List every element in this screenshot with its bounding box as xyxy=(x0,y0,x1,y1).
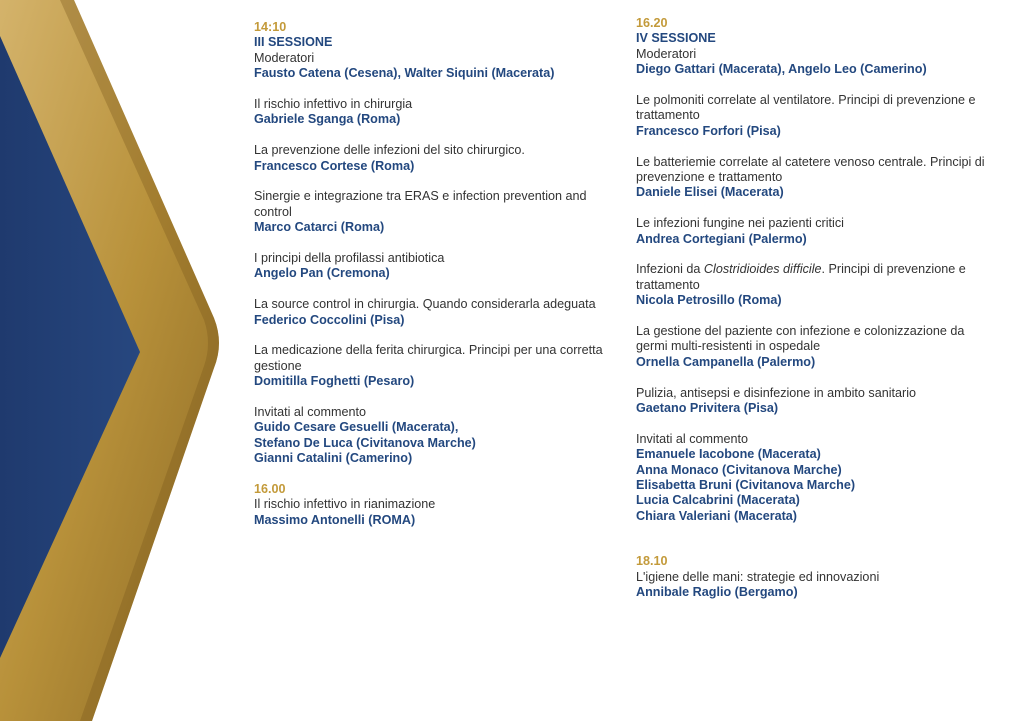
talk-item xyxy=(636,93,996,139)
talk-speaker: Francesco Cortese (Roma) xyxy=(254,158,415,173)
talk-time: 18.10 xyxy=(636,554,668,569)
session-header xyxy=(254,20,614,82)
right-column xyxy=(636,16,996,601)
talk-item xyxy=(636,386,996,417)
invited-name: Gianni Catalini (Camerino) xyxy=(254,451,413,466)
invited-name: Emanuele Iacobone (Macerata) xyxy=(636,447,821,462)
invited-name: Elisabetta Bruni (Civitanova Marche) xyxy=(636,478,856,493)
invited-name: Stefano De Luca (Civitanova Marche) xyxy=(254,435,476,450)
session-time: 14:10 xyxy=(254,20,287,34)
moderators-label: Moderatori xyxy=(636,46,697,61)
talk-title: Le polmoniti correlate al ventilatore. Principi di prevenzione e trattamento xyxy=(636,93,976,123)
talk-speaker: Gaetano Privitera (Pisa) xyxy=(636,401,779,416)
moderators-names: Fausto Catena (Cesena), Walter Siquini (Macerata) xyxy=(254,66,555,81)
invited-label: Invitati al commento xyxy=(254,405,366,420)
talk-time: 16.00 xyxy=(254,482,286,497)
talk-speaker: Federico Coccolini (Pisa) xyxy=(254,312,405,327)
talk-item xyxy=(636,554,996,600)
talk-speaker: Massimo Antonelli (ROMA) xyxy=(254,512,416,527)
talk-item xyxy=(254,297,614,328)
talk-title: La source control in chirurgia. Quando considerarla adeguata xyxy=(254,297,596,312)
session-title: III SESSIONE xyxy=(254,35,333,50)
talk-item xyxy=(254,343,614,389)
invited-name: Lucia Calcabrini (Macerata) xyxy=(636,493,800,508)
talk-title: Pulizia, antisepsi e disinfezione in ambito sanitario xyxy=(636,385,917,400)
session-title: IV SESSIONE xyxy=(636,31,716,46)
talk-speaker: Andrea Cortegiani (Palermo) xyxy=(636,231,807,246)
talk-title: Le batteriemie correlate al catetere venoso centrale. Principi di prevenzione e trattamento xyxy=(636,154,985,185)
talk-title xyxy=(636,262,996,293)
talk-speaker: Marco Catarci (Roma) xyxy=(254,220,385,235)
talk-speaker: Annibale Raglio (Bergamo) xyxy=(636,585,798,600)
moderators-label: Moderatori xyxy=(254,50,315,65)
invited-block xyxy=(636,432,996,524)
talk-speaker: Ornella Campanella (Palermo) xyxy=(636,354,816,369)
talk-title: Le infezioni fungine nei pazienti critici xyxy=(636,216,844,231)
invited-name: Anna Monaco (Civitanova Marche) xyxy=(636,462,842,477)
invited-name: Chiara Valeriani (Macerata) xyxy=(636,508,797,523)
talk-title: La medicazione della ferita chirurgica. Principi per una corretta gestione xyxy=(254,343,603,373)
moderators-names: Diego Gattari (Macerata), Angelo Leo (Camerino) xyxy=(636,62,927,77)
talk-item xyxy=(254,143,614,174)
talk-item xyxy=(636,216,996,247)
decorative-chevron-band xyxy=(0,0,240,721)
invited-name: Guido Cesare Gesuelli (Macerata), xyxy=(254,420,459,435)
talk-title: I principi della profilassi antibiotica xyxy=(254,251,445,266)
talk-speaker: Francesco Forfori (Pisa) xyxy=(636,123,781,138)
talk-title: Sinergie e integrazione tra ERAS e infection prevention and control xyxy=(254,189,587,219)
talk-title: Il rischio infettivo in chirurgia xyxy=(254,97,413,112)
talk-item xyxy=(254,482,614,528)
talk-title-pre: Infezioni da xyxy=(636,262,704,277)
talk-title: La gestione del paziente con infezione e colonizzazione da germi multi-resistenti in ospedale xyxy=(636,324,965,354)
invited-block xyxy=(254,405,614,467)
talk-item xyxy=(254,97,614,128)
session-time: 16.20 xyxy=(636,16,668,30)
talk-title-italic: Clostridioides difficile xyxy=(703,262,822,277)
talk-speaker: Nicola Petrosillo (Roma) xyxy=(636,293,782,308)
invited-label: Invitati al commento xyxy=(636,431,748,446)
talk-item xyxy=(636,262,996,308)
talk-item xyxy=(636,324,996,370)
talk-title: La prevenzione delle infezioni del sito chirurgico. xyxy=(254,143,525,158)
talk-speaker: Gabriele Sganga (Roma) xyxy=(254,112,401,127)
talk-item xyxy=(636,155,996,201)
talk-title-post: . Principi di prevenzione e trattamento xyxy=(636,262,966,292)
talk-item xyxy=(254,189,614,235)
talk-speaker: Daniele Elisei (Macerata) xyxy=(636,185,784,200)
talk-title: L'igiene delle mani: strategie ed innovazioni xyxy=(636,569,880,584)
talk-speaker: Domitilla Foghetti (Pesaro) xyxy=(254,374,415,389)
talk-item xyxy=(254,251,614,282)
talk-speaker: Angelo Pan (Cremona) xyxy=(254,266,390,281)
talk-title: Il rischio infettivo in rianimazione xyxy=(254,497,436,512)
left-column xyxy=(254,20,614,528)
session-header xyxy=(636,16,996,78)
